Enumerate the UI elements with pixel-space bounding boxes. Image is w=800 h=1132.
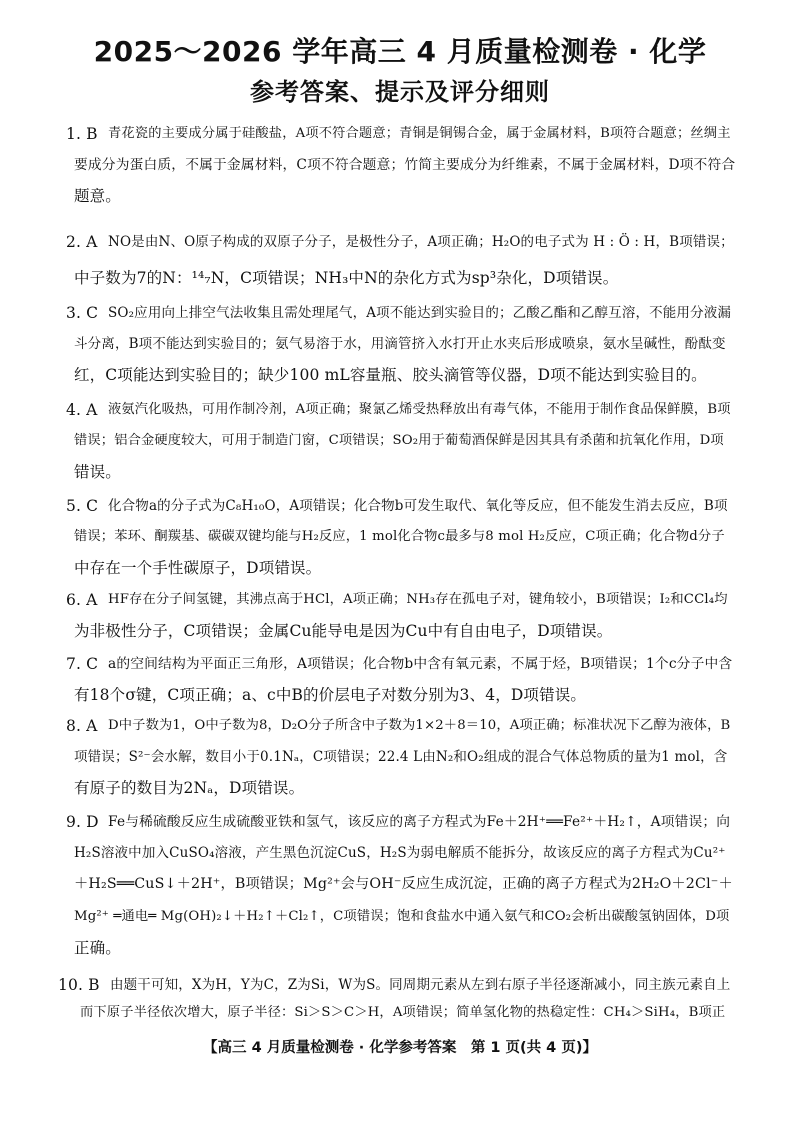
answer-line: 液氨汽化吸热，可用作制冷剂，A项正确；聚氯乙烯受热释放出有毒气体，不能用于制作食品保鲜膜，B项: [108, 402, 731, 417]
answer-line: H₂S溶液中加入CuSO₄溶液，产生黑色沉淀CuS，H₂S为弱电解质不能拆分，故该反应的离子方程式为Cu²⁺: [74, 845, 726, 861]
answer-line: Mg²⁺ ═通电═ Mg(OH)₂↓＋H₂↑＋Cl₂↑，C项错误；饱和食盐水中通入氨气和CO₂会析出碳酸氢钠固体，D项: [74, 909, 730, 924]
answer-line: 斗分离，B项不能达到实验目的；氨气易溶于水，用滴管挤入水打开止水夹后形成喷泉，氨水呈碱性，酚酞变: [74, 336, 726, 352]
answer-line: 错误；铝合金硬度较大，可用于制造门窗，C项错误；SO₂用于葡萄酒保鲜是因其具有杀菌和抗氧化作用，D项: [74, 433, 724, 448]
answer-line: 为非极性分子，C项错误；金属Cu能导电是因为Cu中有自由电子，D项错误。: [74, 622, 613, 640]
answer-line: 要成分为蛋白质，不属于金属材料，C项不符合题意；竹简主要成分为纤维素，不属于金属材料，D项不符合: [74, 157, 736, 173]
answer-line: 错误。: [74, 463, 121, 481]
page-footer: 【高三 4 月质量检测卷 · 化学参考答案 第 1 页(共 4 页)】: [203, 1040, 597, 1056]
answer-number: 10. B: [58, 976, 100, 994]
answer-line: 有18个σ键，C项正确；a、c中B的价层电子对数分别为3、4，D项错误。: [74, 686, 587, 704]
answer-line: a的空间结构为平面正三角形，A项错误；化合物b中含有氧元素，不属于烃，B项错误；1个c分子中含: [108, 656, 733, 672]
answer-line: 青花瓷的主要成分属于硅酸盐，A项不符合题意；青铜是铜锡合金，属于金属材料，B项符合题意；丝绸主: [108, 126, 731, 141]
answer-line: HF存在分子间氢键，其沸点高于HCl，A项正确；NH₃存在孤电子对，键角较小，B项错误；I₂和CCl₄均: [108, 592, 728, 607]
answer-number: 4. A: [66, 401, 98, 419]
answer-number: 6. A: [66, 591, 98, 609]
answer-number: 1. B: [66, 125, 98, 143]
answer-line: NO是由N、O原子构成的双原子分子，是极性分子，A项正确；H₂O的电子式为 H : Ö : H，B项错误；: [108, 234, 734, 250]
answer-line: 中子数为7的N：¹⁴₇N，C项错误；NH₃中N的杂化方式为sp³杂化，D项错误。: [74, 269, 619, 287]
answer-line: 有原子的数目为2Nₐ，D项错误。: [74, 779, 305, 797]
answer-number: 2. A: [66, 233, 98, 251]
answer-line: ＋H₂S══CuS↓＋2H⁺，B项错误；Mg²⁺会与OH⁻反应生成沉淀，正确的离子方程式为2H₂O＋2Cl⁻＋: [74, 876, 733, 892]
answer-line: 正确。: [74, 939, 121, 957]
answer-number: 3. C: [66, 304, 99, 322]
page-title: 2025～2026 学年高三 4 月质量检测卷 · 化学: [93, 35, 707, 68]
answer-line: 化合物a的分子式为C₈H₁₀O，A项错误；化合物b可发生取代、氧化等反应，但不能发生消去反应，B项: [108, 498, 728, 514]
answer-number: 8. A: [66, 717, 98, 735]
answer-line: 错误；苯环、酮羰基、碳碳双键均能与H₂反应，1 mol化合物c最多与8 mol H₂反应，C项正确；化合物d分子: [74, 529, 725, 544]
answer-line: 题意。: [74, 187, 121, 205]
answer-line: SO₂应用向上排空气法收集且需处理尾气，A项不能达到实验目的；乙酸乙酯和乙醇互溶，不能用分液漏: [108, 305, 732, 321]
answer-number: 7. C: [66, 655, 99, 673]
answer-line: 项错误；S²⁻会水解，数目小于0.1Nₐ，C项错误；22.4 L由N₂和O₂组成的混合气体总物质的量为1 mol，含: [74, 749, 728, 765]
answer-line: D中子数为1，O中子数为8，D₂O分子所含中子数为1×2＋8＝10，A项正确；标准状况下乙醇为液体，B: [108, 718, 731, 733]
answer-line: 而下原子半径依次增大，原子半径：Si＞S＞C＞H，A项错误；简单氢化物的热稳定性：CH₄＞SiH₄，B项正: [80, 1005, 726, 1020]
page-subtitle: 参考答案、提示及评分细则: [250, 78, 550, 106]
answer-line: Fe与稀硫酸反应生成硫酸亚铁和氢气，该反应的离子方程式为Fe＋2H⁺══Fe²⁺＋H₂↑，A项错误；向: [108, 814, 731, 830]
answer-line: 红，C项能达到实验目的；缺少100 mL容量瓶、胶头滴管等仪器，D项不能达到实验目的。: [74, 366, 707, 384]
answer-number: 5. C: [66, 497, 99, 515]
answer-line: 中存在一个手性碳原子，D项错误。: [74, 559, 322, 577]
answer-number: 9. D: [66, 813, 99, 831]
answer-line: 由题干可知，X为H，Y为C，Z为Si，W为S。同周期元素从左到右原子半径逐渐减小，同主族元素自上: [110, 977, 731, 993]
